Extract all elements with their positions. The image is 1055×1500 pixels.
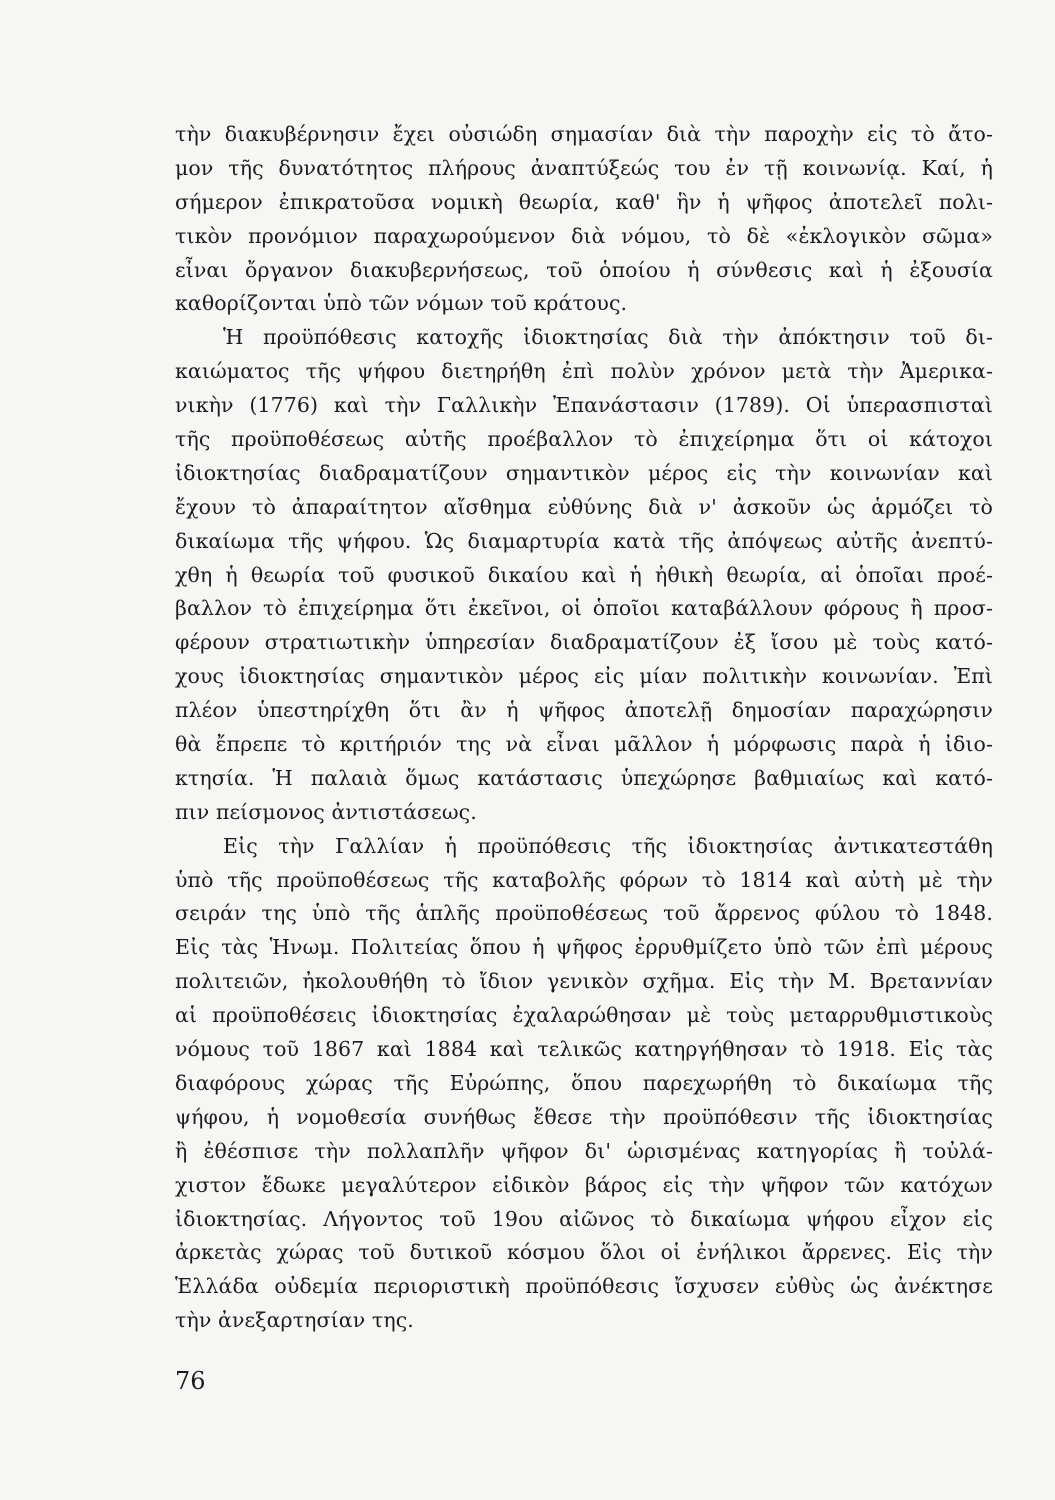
text-line: διαφόρους χώρας τῆς Εὐρώπης, ὅπου παρεχωρήθη τὸ δικαίωμα τῆς (175, 1070, 993, 1095)
text-line: σήμερον ἐπικρατοῦσα νομικὴ θεωρία, καθ' ἣν ἡ ψῆφος ἀποτελεῖ πολι- (175, 189, 993, 214)
text-line: νόμους τοῦ 1867 καὶ 1884 καὶ τελικῶς κατηργήθησαν τὸ 1918. Εἰς τὰς (175, 1037, 993, 1062)
text-line: τικὸν προνόμιον παραχωρούμενον διὰ νόμου, τὸ δὲ «ἐκλογικὸν σῶμα» (175, 223, 993, 248)
text-line: φέρουν στρατιωτικὴν ὑπηρεσίαν διαδραματίζουν ἐξ ἴσου μὲ τοὺς κατό- (175, 630, 993, 655)
text-line: ἔχουν τὸ ἀπαραίτητον αἴσθημα εὐθύνης διὰ ν' ἀσκοῦν ὡς ἁρμόζει τὸ (175, 494, 993, 519)
text-line: ἰδιοκτησίας διαδραματίζουν σημαντικὸν μέρος εἰς τὴν κοινωνίαν καὶ (175, 460, 993, 485)
text-line: πολιτειῶν, ἠκολουθήθη τὸ ἴδιον γενικὸν σχῆμα. Εἰς τὴν Μ. Βρεταννίαν (175, 969, 993, 994)
text-line: ἰδιοκτησίας. Λήγοντος τοῦ 19ου αἰῶνος τὸ δικαίωμα ψήφου εἶχον εἰς (175, 1206, 993, 1231)
body-text (175, 118, 993, 1338)
text-line: βαλλον τὸ ἐπιχείρημα ὅτι ἐκεῖνοι, οἱ ὁποῖοι καταβάλλουν φόρους ἢ προσ- (175, 596, 993, 621)
text-line: θὰ ἔπρεπε τὸ κριτήριόν της νὰ εἶναι μᾶλλον ἡ μόρφωσις παρὰ ἡ ἰδιο- (175, 732, 993, 757)
text-line: ψήφου, ἡ νομοθεσία συνήθως ἔθεσε τὴν προϋπόθεσιν τῆς ἰδιοκτησίας (175, 1104, 993, 1129)
text-line: καθορίζονται ὑπὸ τῶν νόμων τοῦ κράτους. (175, 291, 628, 316)
text-line: τῆς προϋποθέσεως αὐτῆς προέβαλλον τὸ ἐπιχείρημα ὅτι οἱ κάτοχοι (175, 427, 993, 452)
text-line: εἶναι ὄργανον διακυβερνήσεως, τοῦ ὁποίου ἡ σύνθεσις καὶ ἡ ἐξουσία (175, 257, 993, 282)
text-line: πλέον ὑπεστηρίχθη ὅτι ἂν ἡ ψῆφος ἀποτελῇ δημοσίαν παραχώρησιν (175, 698, 993, 723)
text-line: χους ἰδιοκτησίας σημαντικὸν μέρος εἰς μίαν πολιτικὴν κοινωνίαν. Ἐπὶ (175, 664, 993, 689)
text-line: αἱ προϋποθέσεις ἰδιοκτησίας ἐχαλαρώθησαν μὲ τοὺς μεταρρυθμιστικοὺς (175, 1003, 993, 1028)
paragraph-start-line: Εἰς τὴν Γαλλίαν ἡ προϋπόθεσις τῆς ἰδιοκτησίας ἀντικατεστάθη (223, 833, 993, 858)
text-line: ἀρκετὰς χώρας τοῦ δυτικοῦ κόσμου ὅλοι οἱ ἐνήλικοι ἄρρενες. Εἰς τὴν (175, 1240, 993, 1265)
text-line: καιώματος τῆς ψήφου διετηρήθη ἐπὶ πολὺν χρόνον μετὰ τὴν Ἀμερικα- (175, 359, 993, 384)
text-line: τὴν διακυβέρνησιν ἔχει οὐσιώδη σημασίαν διὰ τὴν παροχὴν εἰς τὸ ἄτο- (175, 122, 993, 146)
text-line: σειράν της ὑπὸ τῆς ἁπλῆς προϋποθέσεως τοῦ ἄρρενος φύλου τὸ 1848. (175, 901, 993, 926)
paragraph-start-line: Ἡ προϋπόθεσις κατοχῆς ἰδιοκτησίας διὰ τὴν ἀπόκτησιν τοῦ δι- (223, 325, 993, 350)
text-line: ἢ ἐθέσπισε τὴν πολλαπλῆν ψῆφον δι' ὡρισμένας κατηγορίας ἢ τοὐλά- (175, 1138, 993, 1163)
text-line: χιστον ἔδωκε μεγαλύτερον εἰδικὸν βάρος εἰς τὴν ψῆφον τῶν κατόχων (175, 1172, 993, 1197)
text-line: τὴν ἀνεξαρτησίαν της. (175, 1308, 414, 1333)
text-line: νικὴν (1776) καὶ τὴν Γαλλικὴν Ἐπανάστασιν (1789). Οἱ ὑπερασπισταὶ (175, 393, 993, 418)
text-line: Εἰς τὰς Ἡνωμ. Πολιτείας ὅπου ἡ ψῆφος ἐρρυθμίζετο ὑπὸ τῶν ἐπὶ μέρους (175, 935, 993, 960)
text-line: ὑπὸ τῆς προϋποθέσεως τῆς καταβολῆς φόρων τὸ 1814 καὶ αὐτὴ μὲ τὴν (175, 867, 993, 892)
text-line: κτησία. Ἡ παλαιὰ ὅμως κατάστασις ὑπεχώρησε βαθμιαίως καὶ κατό- (175, 765, 993, 790)
page-number: 76 (175, 1367, 206, 1395)
text-line: Ἑλλάδα οὐδεμία περιοριστικὴ προϋπόθεσις ἴσχυσεν εὐθὺς ὡς ἀνέκτησε (175, 1274, 993, 1299)
text-line: μον τῆς δυνατότητος πλήρους ἀναπτύξεώς του ἐν τῇ κοινωνίᾳ. Καί, ἡ (175, 155, 993, 180)
text-line: πιν πείσμονος ἀντιστάσεως. (175, 799, 477, 824)
text-line: δικαίωμα τῆς ψήφου. Ὡς διαμαρτυρία κατὰ τῆς ἀπόψεως αὐτῆς ἀνεπτύ- (175, 528, 993, 553)
text-line: χθη ἡ θεωρία τοῦ φυσικοῦ δικαίου καὶ ἡ ἠθικὴ θεωρία, αἱ ὁποῖαι προέ- (175, 562, 993, 587)
